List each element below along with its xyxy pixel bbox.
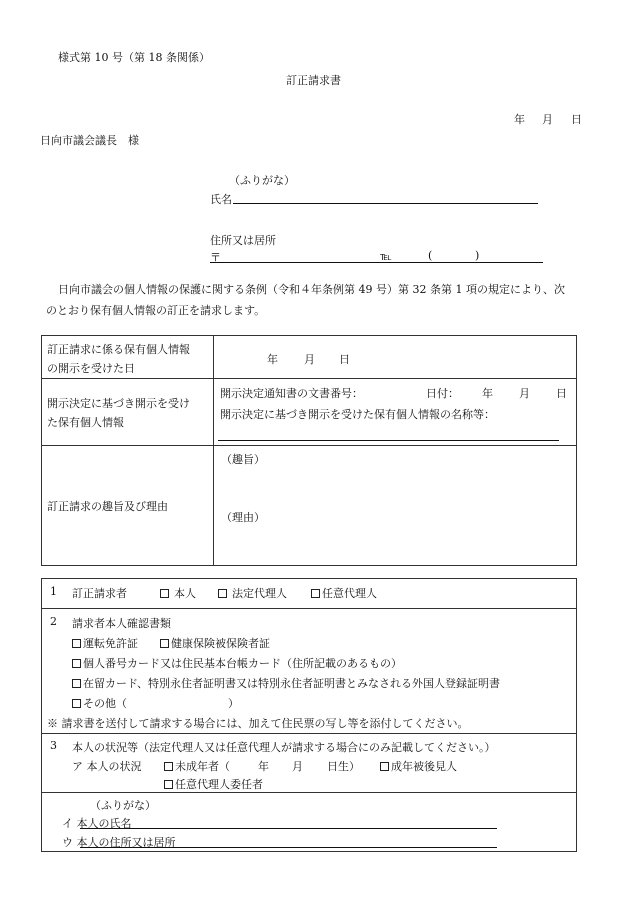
- checkbox-mandator-label: 任意代理人委任者: [175, 778, 263, 791]
- checkbox-icon: [380, 762, 389, 771]
- furigana-label: （ふりがな）: [229, 174, 295, 187]
- principal-furigana-label: （ふりがな）: [90, 799, 156, 812]
- other-close-paren: ）: [228, 697, 239, 710]
- birth-year-label: 年: [258, 760, 269, 773]
- table-row-divider: [41, 608, 577, 609]
- checkbox-residence-card[interactable]: [72, 675, 500, 691]
- checkbox-minor-label: 未成年者（: [175, 760, 230, 773]
- checkbox-legal-agent[interactable]: [218, 585, 287, 601]
- tel-mark: ℡: [380, 250, 392, 263]
- checkbox-icon: [72, 639, 81, 648]
- checkbox-icon: [72, 659, 81, 668]
- row2-year: 年: [482, 387, 493, 400]
- section3-label: 本人の状況等（法定代理人又は任意代理人が請求する場合にのみ記載してください。）: [72, 741, 496, 754]
- addressee: 日向市議会議長 様: [40, 134, 139, 147]
- row2-name-field[interactable]: [218, 440, 559, 441]
- table-divider: [213, 335, 214, 566]
- checkbox-my-number-card-label: 個人番号カード又は住民基本台帳カード（住所記載のあるもの）: [83, 657, 402, 670]
- checkbox-self[interactable]: [160, 585, 196, 601]
- checkbox-drivers-license-label: 運転免許証: [83, 637, 138, 650]
- checkbox-icon: [72, 699, 81, 708]
- checkbox-health-insurance-label: 健康保険被保険者証: [171, 637, 270, 650]
- checkbox-icon: [311, 589, 320, 598]
- intro-line-2: のとおり保有個人情報の訂正を請求します。: [46, 304, 266, 317]
- principal-name-label: イ 本人の氏名: [62, 817, 132, 830]
- form-number: 様式第 10 号（第 18 条関係）: [58, 51, 210, 64]
- checkbox-icon: [160, 639, 169, 648]
- document-title: 訂正請求書: [286, 74, 341, 87]
- section1-label: 訂正請求者: [72, 587, 127, 600]
- table-row-divider: [41, 445, 577, 446]
- postal-mark: 〒: [210, 251, 221, 264]
- row2-month: 月: [519, 387, 530, 400]
- birth-day-label: 日生）: [327, 760, 360, 773]
- row3-label: 訂正請求の趣旨及び理由: [47, 500, 168, 513]
- principal-name-field[interactable]: [80, 828, 497, 829]
- checkbox-icon: [160, 589, 169, 598]
- row1-label-line1: 訂正請求に係る保有個人情報: [47, 343, 190, 356]
- row2-label-line2: た保有個人情報: [47, 416, 124, 429]
- date-month-label: 月: [542, 113, 553, 126]
- section2-number: 2: [50, 615, 57, 628]
- checkbox-other-label: その他（: [83, 697, 127, 710]
- checkbox-residence-card-label: 在留カード、特別永住者証明書又は特別永住者証明書とみなされる外国人登録証明書: [83, 677, 501, 690]
- tel-paren-close: ): [475, 249, 480, 262]
- checkbox-voluntary-agent[interactable]: [311, 585, 377, 601]
- status-label: ア 本人の状況: [72, 760, 142, 773]
- checkbox-mandator[interactable]: [164, 776, 263, 792]
- row3-purpose-label: （趣旨）: [221, 453, 265, 466]
- checkbox-icon: [164, 762, 173, 771]
- birth-month-label: 月: [292, 760, 303, 773]
- section3-number: 3: [50, 739, 57, 752]
- checkbox-adult-ward[interactable]: [380, 758, 457, 774]
- section2-note: ※ 請求書を送付して請求する場合には、加えて住民票の写し等を添付してください。: [47, 717, 469, 730]
- checkbox-legal-agent-label: 法定代理人: [232, 587, 287, 600]
- row1-year: 年: [267, 353, 278, 366]
- principal-address-label: ウ 本人の住所又は居所: [62, 836, 176, 849]
- section2-label: 請求者本人確認書類: [72, 617, 171, 630]
- checkbox-icon: [218, 589, 227, 598]
- section1-number: 1: [50, 585, 57, 598]
- principal-address-field[interactable]: [80, 847, 497, 848]
- row2-day: 日: [556, 387, 567, 400]
- address-label: 住所又は居所: [210, 234, 276, 247]
- row2-date-label: 日付：: [426, 387, 459, 400]
- checkbox-icon: [72, 679, 81, 688]
- date-year-label: 年: [514, 113, 525, 126]
- row1-label-line2: の開示を受けた日: [47, 362, 135, 375]
- row2-name-label: 開示決定に基づき開示を受けた保有個人情報の名称等：: [220, 408, 495, 421]
- row1-month: 月: [304, 353, 315, 366]
- checkbox-my-number-card[interactable]: [72, 655, 402, 671]
- address-field[interactable]: [210, 262, 543, 263]
- table-row-divider: [41, 378, 577, 379]
- row1-day: 日: [339, 353, 350, 366]
- checkbox-minor[interactable]: [164, 758, 230, 774]
- tel-paren-open: (: [428, 249, 433, 262]
- checkbox-adult-ward-label: 成年被後見人: [391, 760, 457, 773]
- name-field[interactable]: [233, 203, 538, 204]
- table-row-divider: [41, 792, 577, 793]
- date-day-label: 日: [571, 113, 582, 126]
- checkbox-icon: [164, 780, 173, 789]
- checkbox-other[interactable]: [72, 695, 127, 711]
- row2-docno-label: 開示決定通知書の文書番号：: [220, 387, 363, 400]
- table-row-divider: [41, 733, 577, 734]
- row3-reason-label: （理由）: [221, 511, 265, 524]
- checkbox-voluntary-agent-label: 任意代理人: [322, 587, 377, 600]
- row2-label-line1: 開示決定に基づき開示を受け: [47, 397, 190, 410]
- name-label: 氏名: [210, 193, 232, 206]
- checkbox-drivers-license[interactable]: [72, 635, 138, 651]
- intro-line-1: 日向市議会の個人情報の保護に関する条例（令和４年条例第 49 号）第 32 条第 1 項の規定により、次: [58, 283, 565, 296]
- checkbox-self-label: 本人: [174, 587, 196, 600]
- checkbox-health-insurance[interactable]: [160, 635, 270, 651]
